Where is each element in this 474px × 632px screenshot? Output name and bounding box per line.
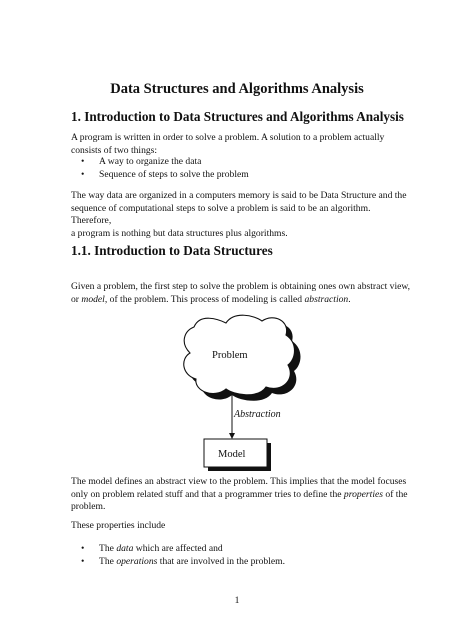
section-heading-1-1: 1.1. Introduction to Data Structures: [71, 243, 273, 258]
properties-intro: These properties include: [71, 520, 166, 531]
intro-line: consists of two things:: [71, 144, 158, 156]
term-operations: operations: [116, 555, 158, 567]
arrow-head: [229, 433, 235, 439]
paragraph-line: The way data are organized in a computers memory is said to be Data Structure and the: [71, 190, 407, 201]
paragraph-line: problem.: [71, 501, 106, 513]
section-heading-1: 1. Introduction to Data Structures and Algorithms Analysis: [71, 109, 404, 124]
text-run: of the: [383, 488, 408, 500]
list-item: • Sequence of steps to solve the problem: [81, 169, 249, 182]
text-run: .: [348, 293, 351, 305]
paragraph-line: Given a problem, the first step to solve the problem is obtaining ones own abstract view,: [71, 281, 411, 292]
problem-label: Problem: [212, 350, 248, 361]
text-run: The: [99, 543, 117, 554]
document-title: Data Structures and Algorithms Analysis: [110, 81, 364, 97]
list-item: • A way to organize the data: [81, 156, 249, 169]
text-run: only on problem related stuff and that a programmer tries to define the: [71, 488, 344, 500]
properties-list: [81, 543, 285, 568]
data-structure-paragraph: [71, 190, 411, 240]
model-paragraph: [71, 476, 411, 514]
abstraction-label: Abstraction: [234, 409, 281, 420]
paragraph-line: sequence of computational steps to solve a problem is said to be an algorithm. Therefore,: [71, 202, 371, 227]
text-run: which are affected and: [133, 543, 223, 554]
paragraph-line: The model defines an abstract view to the problem. This implies that the model focuses: [71, 476, 407, 487]
term-model: model: [81, 293, 105, 305]
text-run: The: [99, 555, 117, 567]
abstraction-diagram: [170, 303, 310, 478]
list-item: [81, 556, 285, 569]
page-number: 1: [234, 595, 240, 606]
paragraph-line: [71, 489, 411, 502]
text-run: or: [71, 293, 82, 305]
solution-parts-list: [81, 156, 249, 181]
paragraph-line: a program is nothing but data structures plus algorithms.: [71, 227, 288, 239]
intro-paragraph: [71, 132, 411, 157]
intro-line: A program is written in order to solve a problem. A solution to a problem actually: [71, 132, 385, 143]
term-data: data: [116, 543, 134, 554]
term-properties: properties: [343, 488, 383, 500]
list-item: [81, 543, 285, 556]
model-label: Model: [218, 449, 246, 460]
text-run: , of the problem. This process of modeling is called: [104, 293, 305, 305]
term-abstraction: abstraction: [304, 293, 349, 305]
text-run: that are involved in the problem.: [157, 555, 285, 567]
